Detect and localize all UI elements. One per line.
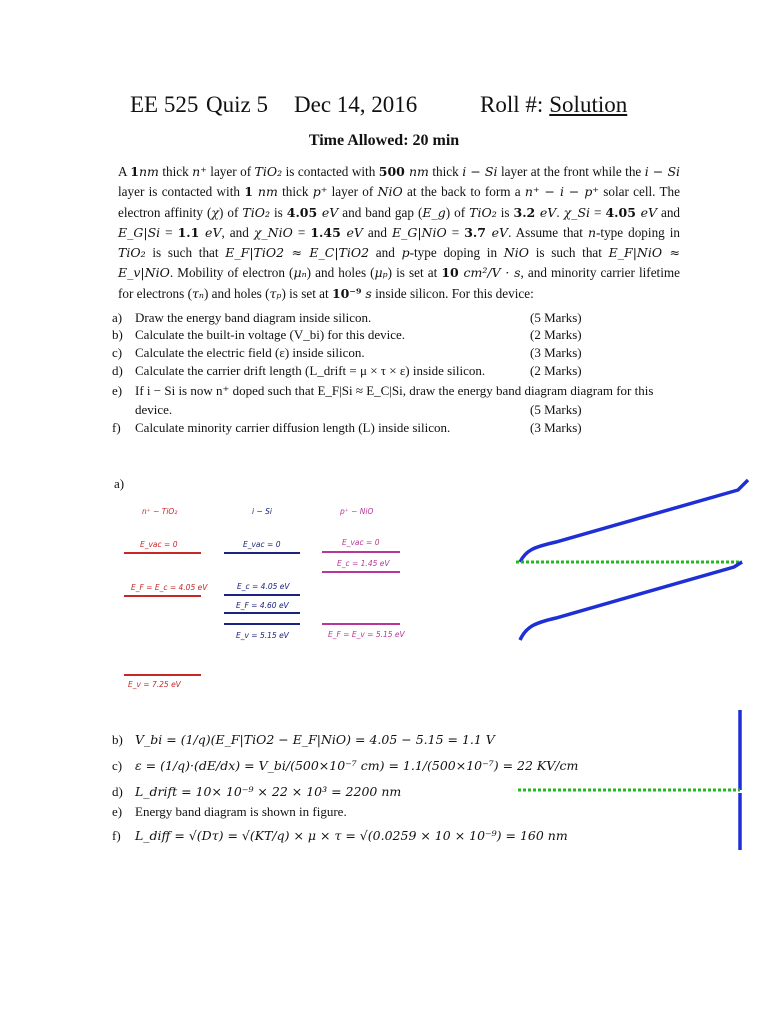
nio-column-label: p⁺ − NiO [340, 507, 374, 516]
answer-a-label: a) [114, 476, 125, 491]
course-code: EE 525 [130, 92, 199, 117]
tio2-evac-line [124, 552, 201, 554]
solution-c: c) ε = (1/q)·(dE/dx) = V_bi/(500×10⁻⁷ cm) = 1.1/(500×10⁻⁷) = 22 KV/cm [112, 758, 579, 773]
si-column-label: i − Si [252, 507, 272, 516]
tio2-ef-label: E_F = E_c = 4.05 eV [131, 583, 208, 592]
si-ef-line [224, 612, 300, 614]
quiz-header [130, 92, 627, 118]
nio-ef-label: E_F = E_v = 5.15 eV [328, 630, 405, 639]
solution-d: d) L_drift = 10× 10⁻⁹ × 22 × 10³ = 2200 nm [112, 784, 402, 799]
si-ec-line [224, 594, 300, 596]
solution-e: e) Energy band diagram is shown in figure. [112, 804, 347, 819]
si-ev-label: E_v = 5.15 eV [236, 631, 289, 640]
roll-label: Roll #: [480, 92, 544, 117]
si-ev-line [224, 623, 300, 625]
si-ef-label: E_F = 4.60 eV [236, 601, 289, 610]
si-evac-line [224, 552, 300, 554]
problem-statement: A 1nm thick n⁺ layer of TiO₂ is contacted with 500 nm thick i − Si layer at the front while the i − Si layer is contacted with 1 nm thick p⁺ layer of NiO at the back to form a n⁺ − i − p⁺ solar cell. The electron affinity (χ) of TiO₂ is 4.05 eV and band gap (E_g) of TiO₂ is 3.2 eV. χ_Si = 4.05 eV and E_G|Si = 1.1 eV, and χ_NiO = 1.45 eV and E_G|NiO = 3.7 eV. Assume that n-type doping in TiO₂ is such that E_F|TiO2 ≈ E_C|TiO2 and p-type doping in NiO is such that E_F|NiO ≈ E_v|NiO. Mobility of electron (μₙ) and holes (μₚ) is set at 10 cm²/V · s, and minority carrier lifetime for electrons (τₙ) and holes (τₚ) is set at 10⁻⁹ s inside silicon. For this device: [118, 164, 681, 301]
tio2-column-label: n⁺ − TiO₂ [142, 507, 178, 516]
si-ec-label: E_c = 4.05 eV [237, 582, 290, 591]
tio2-evac-label: E_vac = 0 [140, 540, 178, 549]
intrinsic-band-sketch [516, 480, 748, 640]
quiz-date: Dec 14, 2016 [294, 92, 418, 117]
tio2-ev-label: E_v = 7.25 eV [128, 680, 181, 689]
nio-ec-label: E_c = 1.45 eV [337, 559, 390, 568]
si-evac-label: E_vac = 0 [243, 540, 281, 549]
solution-b: b) V_bi = (1/q)(E_F|TiO2 − E_F|NiO) = 4.05 − 5.15 = 1.1 V [112, 732, 495, 747]
valence-band-curve [520, 562, 742, 640]
quiz-number: Quiz 5 [206, 92, 268, 117]
nio-ec-line [322, 571, 400, 573]
time-allowed: Time Allowed: 20 min [308, 132, 460, 149]
nio-evac-line [322, 551, 400, 553]
tio2-ef-line [124, 595, 201, 597]
tio2-ev-line [124, 674, 201, 676]
conduction-band-curve [520, 480, 748, 562]
band-sketches [508, 470, 768, 850]
solution-f: f) L_diff = √(Dτ) = √(KT/q) × μ × τ = √(0.0259 × 10 × 10⁻⁹) = 160 nm [112, 828, 568, 843]
roll-value: Solution [549, 92, 628, 117]
nio-evac-label: E_vac = 0 [342, 538, 380, 547]
nio-ef-line [322, 623, 400, 625]
